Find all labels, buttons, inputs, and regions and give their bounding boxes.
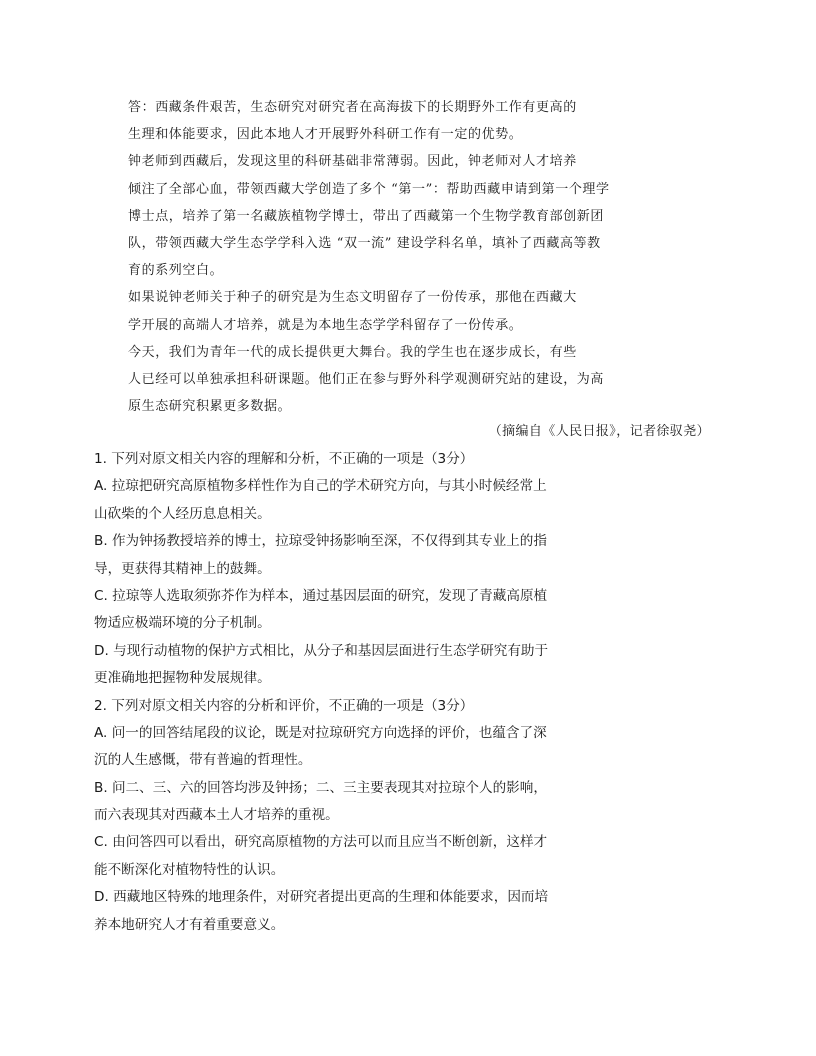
question-1-option-d-cont: 更准确地把握物种发展规律。 <box>94 670 271 687</box>
question-2-option-c: C. 由问答四可以看出，研究高原植物的方法可以而且应当不断创新，这样才 <box>94 834 548 851</box>
question-1-stem: 1. 下列对原文相关内容的理解和分析，不正确的一项是（3分） <box>94 451 474 467</box>
question-1-option-a-cont: 山砍柴的个人经历息息相关。 <box>94 505 271 522</box>
question-1-option-a: A. 拉琼把研究高原植物多样性作为自己的学术研究方向，与其小时候经常上 <box>94 478 547 495</box>
question-2-option-d-cont: 养本地研究人才有着重要意义。 <box>94 916 285 933</box>
question-2-option-d: D. 西藏地区特殊的地理条件，对研究者提出更高的生理和体能要求，因而培 <box>94 889 549 906</box>
question-1-option-c: C. 拉琼等人选取须弥芥作为样本，通过基因层面的研究，发现了青藏高原植 <box>94 587 548 604</box>
source-citation: （摘编自《人民日报》，记者徐驭尧） <box>488 424 710 439</box>
passage-line: 答：西藏条件艰苦，生态研究对研究者在高海拔下的长期野外工作有更高的 <box>128 100 577 115</box>
passage-line: 育的系列空白。 <box>128 263 224 279</box>
passage-line: 学开展的高端人才培养，就是为本地生态学学科留存了一份传承。 <box>128 317 523 333</box>
question-1-option-b-cont: 导，更获得其精神上的鼓舞。 <box>94 560 271 577</box>
passage-line: 倾注了全部心血，带领西藏大学创造了多个 “第一”：帮助西藏申请到第一个理学 <box>128 181 610 197</box>
passage-block <box>128 94 648 420</box>
passage-line: 钟老师到西藏后，发现这里的科研基础非常薄弱。因此，钟老师对人才培养 <box>128 154 577 170</box>
question-2-option-b: B. 问二、三、六的回答均涉及钟扬；二、三主要表现其对拉琼个人的影响， <box>94 779 547 796</box>
question-2-stem: 2. 下列对原文相关内容的分析和评价，不正确的一项是（3分） <box>94 697 474 714</box>
passage-line: 博士点，培养了第一名藏族植物学博士，带出了西藏第一个生物学教育部创新团 <box>128 208 605 224</box>
question-2-option-b-cont: 而六表现其对西藏本土人才培养的重视。 <box>94 807 339 824</box>
passage-line: 原生态研究积累更多数据。 <box>128 399 292 415</box>
question-1-option-b: B. 作为钟扬教授培养的博士，拉琼受钟扬影响至深，不仅得到其专业上的指 <box>94 533 547 550</box>
passage-line: 人已经可以单独承担科研课题。他们正在参与野外科学观测研究站的建设，为高 <box>128 371 605 387</box>
passage-line: 今天，我们为青年一代的成长提供更大舞台。我的学生也在逐步成长，有些 <box>128 344 577 360</box>
question-2-option-a-cont: 沉的人生感慨，带有普遍的哲理性。 <box>94 752 312 769</box>
questions-block <box>94 446 574 939</box>
passage-line: 队，带领西藏大学生态学学科入选 “双一流” 建设学科名单，填补了西藏高等教 <box>128 235 601 251</box>
question-1-option-c-cont: 物适应极端环境的分子机制。 <box>94 615 271 632</box>
passage-line: 生理和体能要求，因此本地人才开展野外科研工作有一定的优势。 <box>128 127 523 143</box>
question-1-option-d: D. 与现行动植物的保护方式相比，从分子和基因层面进行生态学研究有助于 <box>94 642 549 659</box>
question-2-option-c-cont: 能不断深化对植物特性的认识。 <box>94 861 285 878</box>
question-2-option-a: A. 问一的回答结尾段的议论，既是对拉琼研究方向选择的评价，也蕴含了深 <box>94 724 547 741</box>
passage-line: 如果说钟老师关于种子的研究是为生态文明留存了一份传承，那他在西藏大 <box>128 290 577 306</box>
